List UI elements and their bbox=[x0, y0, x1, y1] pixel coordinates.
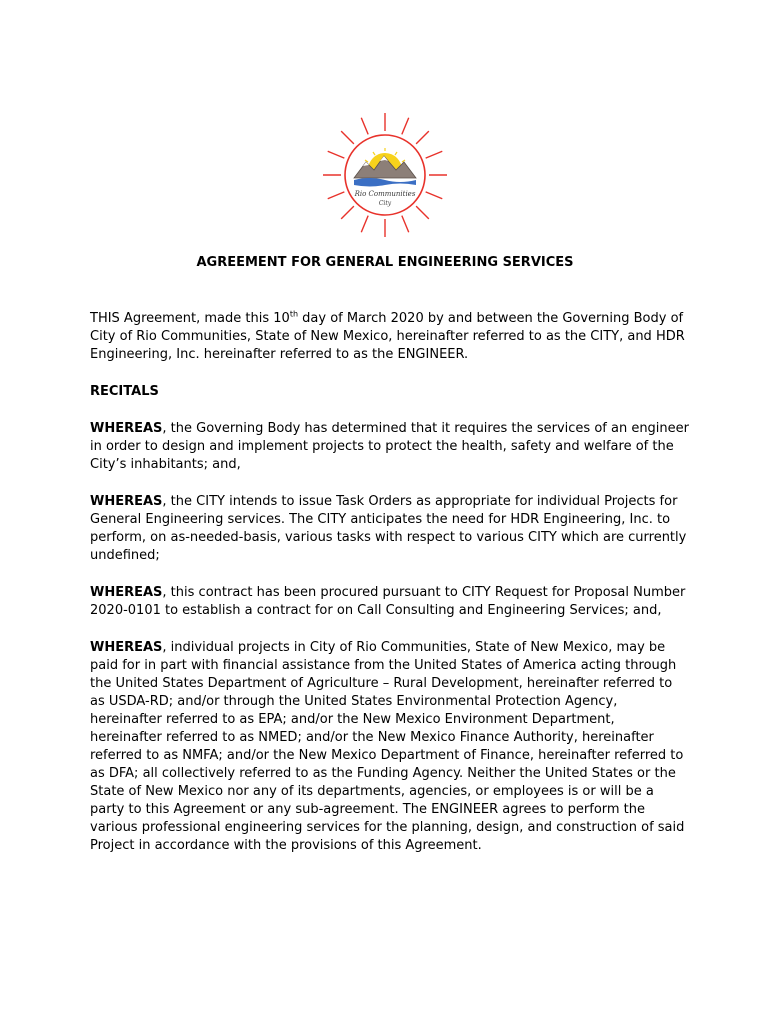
whereas-text: , this contract has been procured pursuant to CITY Request for Proposal Number 2020-0101 to establish a contract for on Call Consulting and Engineering Services; and, bbox=[90, 585, 686, 618]
document-title: AGREEMENT FOR GENERAL ENGINEERING SERVICES bbox=[196, 255, 574, 270]
seal-ray bbox=[341, 131, 354, 144]
recitals-heading: RECITALS bbox=[90, 384, 159, 399]
document-body bbox=[90, 310, 690, 874]
whereas-paragraph-1 bbox=[90, 420, 690, 474]
whereas-paragraph-2 bbox=[90, 493, 690, 565]
whereas-paragraph-4 bbox=[90, 639, 690, 855]
whereas-label: WHEREAS bbox=[90, 494, 163, 509]
whereas-text: , the Governing Body has determined that it requires the services of an engineer in order to design and implement projects to protect the health, safety and welfare of the City’s inhabitants; and, bbox=[90, 421, 689, 472]
whereas-label: WHEREAS bbox=[90, 421, 163, 436]
seal-ray bbox=[402, 216, 409, 233]
intro-ordinal: th bbox=[289, 309, 299, 319]
intro-part1: THIS Agreement, made this 10 bbox=[90, 311, 290, 326]
city-seal-logo bbox=[320, 110, 450, 240]
seal-ray bbox=[361, 216, 368, 233]
seal-ray bbox=[416, 131, 429, 144]
seal-text-line1: Rio Communities bbox=[354, 190, 416, 198]
seal-ray bbox=[426, 151, 443, 158]
whereas-label: WHEREAS bbox=[90, 585, 163, 600]
whereas-text: , individual projects in City of Rio Communities, State of New Mexico, may be paid for in part with financial assistance from the United States of America acting through the United States Department of Agriculture – Rural Development, hereinafter referred to as USDA-RD; and/or through the United States Environmental Protection Agency, hereinafter referred to as EPA; and/or the New Mexico Environment Department, hereinafter referred to as NMED; and/or the New Mexico Finance Authority, hereinafter referred to as NMFA; and/or the New Mexico Department of Finance, hereinafter referred to as DFA; all collectively referred to as the Funding Agency. Neither the United States or the State of New Mexico nor any of its departments, agencies, or employees is or will be a party to this Agreement or any sub-agreement. The ENGINEER agrees to perform the various professional engineering services for the planning, design, and construction of said Project in accordance with the provisions of this Agreement. bbox=[90, 640, 685, 853]
seal-ray bbox=[402, 118, 409, 135]
whereas-paragraph-3 bbox=[90, 584, 690, 620]
intro-paragraph bbox=[90, 310, 690, 364]
seal-text-line2: City bbox=[378, 200, 392, 207]
seal-ray bbox=[328, 151, 345, 158]
seal-ray bbox=[416, 206, 429, 219]
whereas-label: WHEREAS bbox=[90, 640, 163, 655]
whereas-text: , the CITY intends to issue Task Orders as appropriate for individual Projects for General Engineering services. The CITY anticipates the need for HDR Engineering, Inc. to perform, on as-needed-basis, various tasks with respect to various CITY which are currently undefined; bbox=[90, 494, 687, 563]
seal-ray bbox=[361, 118, 368, 135]
seal-ray bbox=[341, 206, 354, 219]
intro-part2: day of March 2020 by and between the Governing Body of City of Rio Communities, State of New Mexico, hereinafter referred to as the CITY, and HDR Engineering, Inc. hereinafter referred to as the ENGINEER. bbox=[90, 311, 685, 362]
seal-ray bbox=[426, 192, 443, 199]
seal-ray bbox=[328, 192, 345, 199]
